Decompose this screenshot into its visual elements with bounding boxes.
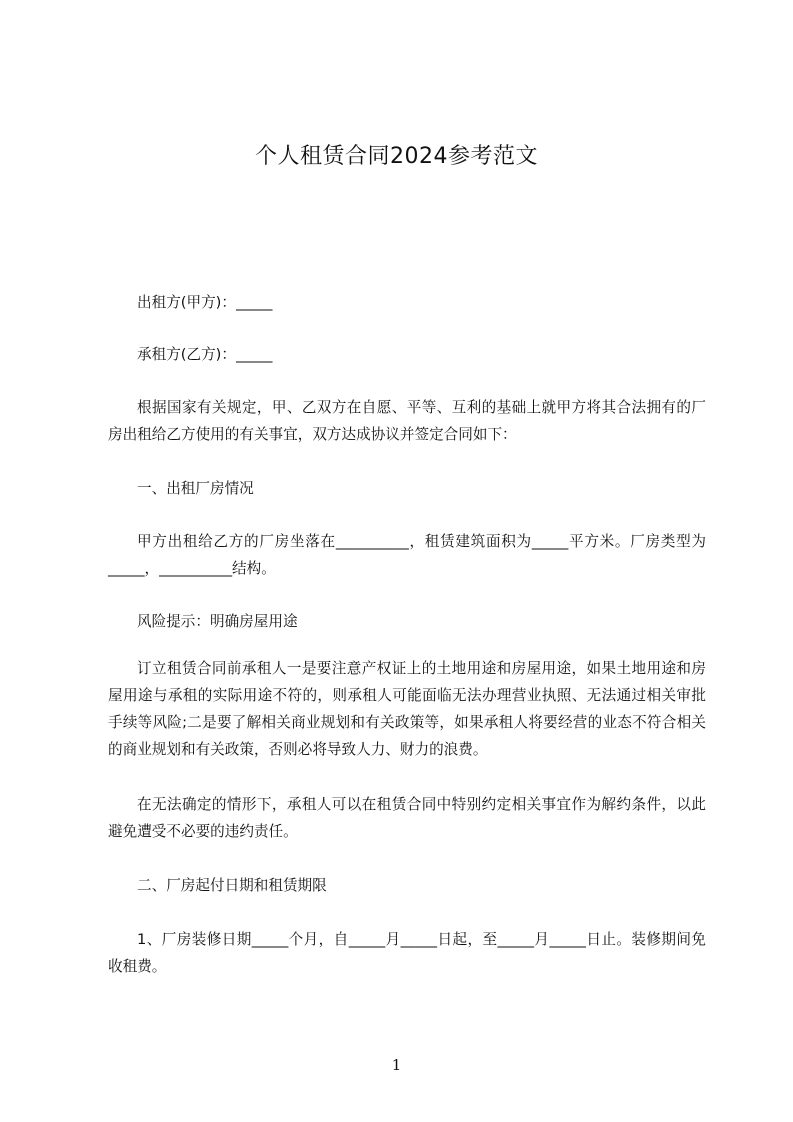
factory-location-paragraph: 甲方出租给乙方的厂房坐落在__________，租赁建筑面积为_____平方米。厂房类型为_____，__________结构。 bbox=[108, 533, 706, 577]
decoration-period-item: 1、厂房装修日期_____个月，自_____月_____日起，至_____月_____日止。装修期间免收租费。 bbox=[108, 931, 706, 975]
page-number: 1 bbox=[391, 1056, 402, 1074]
section-1-heading: 一、出租厂房情况 bbox=[137, 480, 254, 497]
lessor-line: 出租方(甲方)：_____ bbox=[137, 294, 273, 311]
lessee-line: 承租方(乙方)：_____ bbox=[137, 346, 273, 363]
advice-paragraph: 订立租赁合同前承租人一是要注意产权证上的土地用途和房屋用途，如果土地用途和房屋用途与承租的实际用途不符的，则承租人可能面临无法办理营业执照、无法通过相关审批手续等风险;二是要了解相关商业规划和有关政策等，如果承租人将要经营的业态不符合相关的商业规划和有关政策，否则必将导致人力、财力的浪费。 bbox=[108, 660, 706, 758]
uncertain-note-paragraph: 在无法确定的情形下，承租人可以在租赁合同中特别约定相关事宜作为解约条件，以此避免遭受不必要的违约责任。 bbox=[108, 796, 706, 840]
section-2-heading: 二、厂房起付日期和租赁期限 bbox=[137, 877, 327, 894]
intro-paragraph: 根据国家有关规定，甲、乙双方在自愿、平等、互利的基础上就甲方将其合法拥有的厂房出租给乙方使用的有关事宜，双方达成协议并签定合同如下： bbox=[108, 399, 706, 443]
risk-tip-line: 风险提示：明确房屋用途 bbox=[137, 613, 298, 630]
document-title: 个人租赁合同2024参考范文 bbox=[255, 144, 538, 169]
